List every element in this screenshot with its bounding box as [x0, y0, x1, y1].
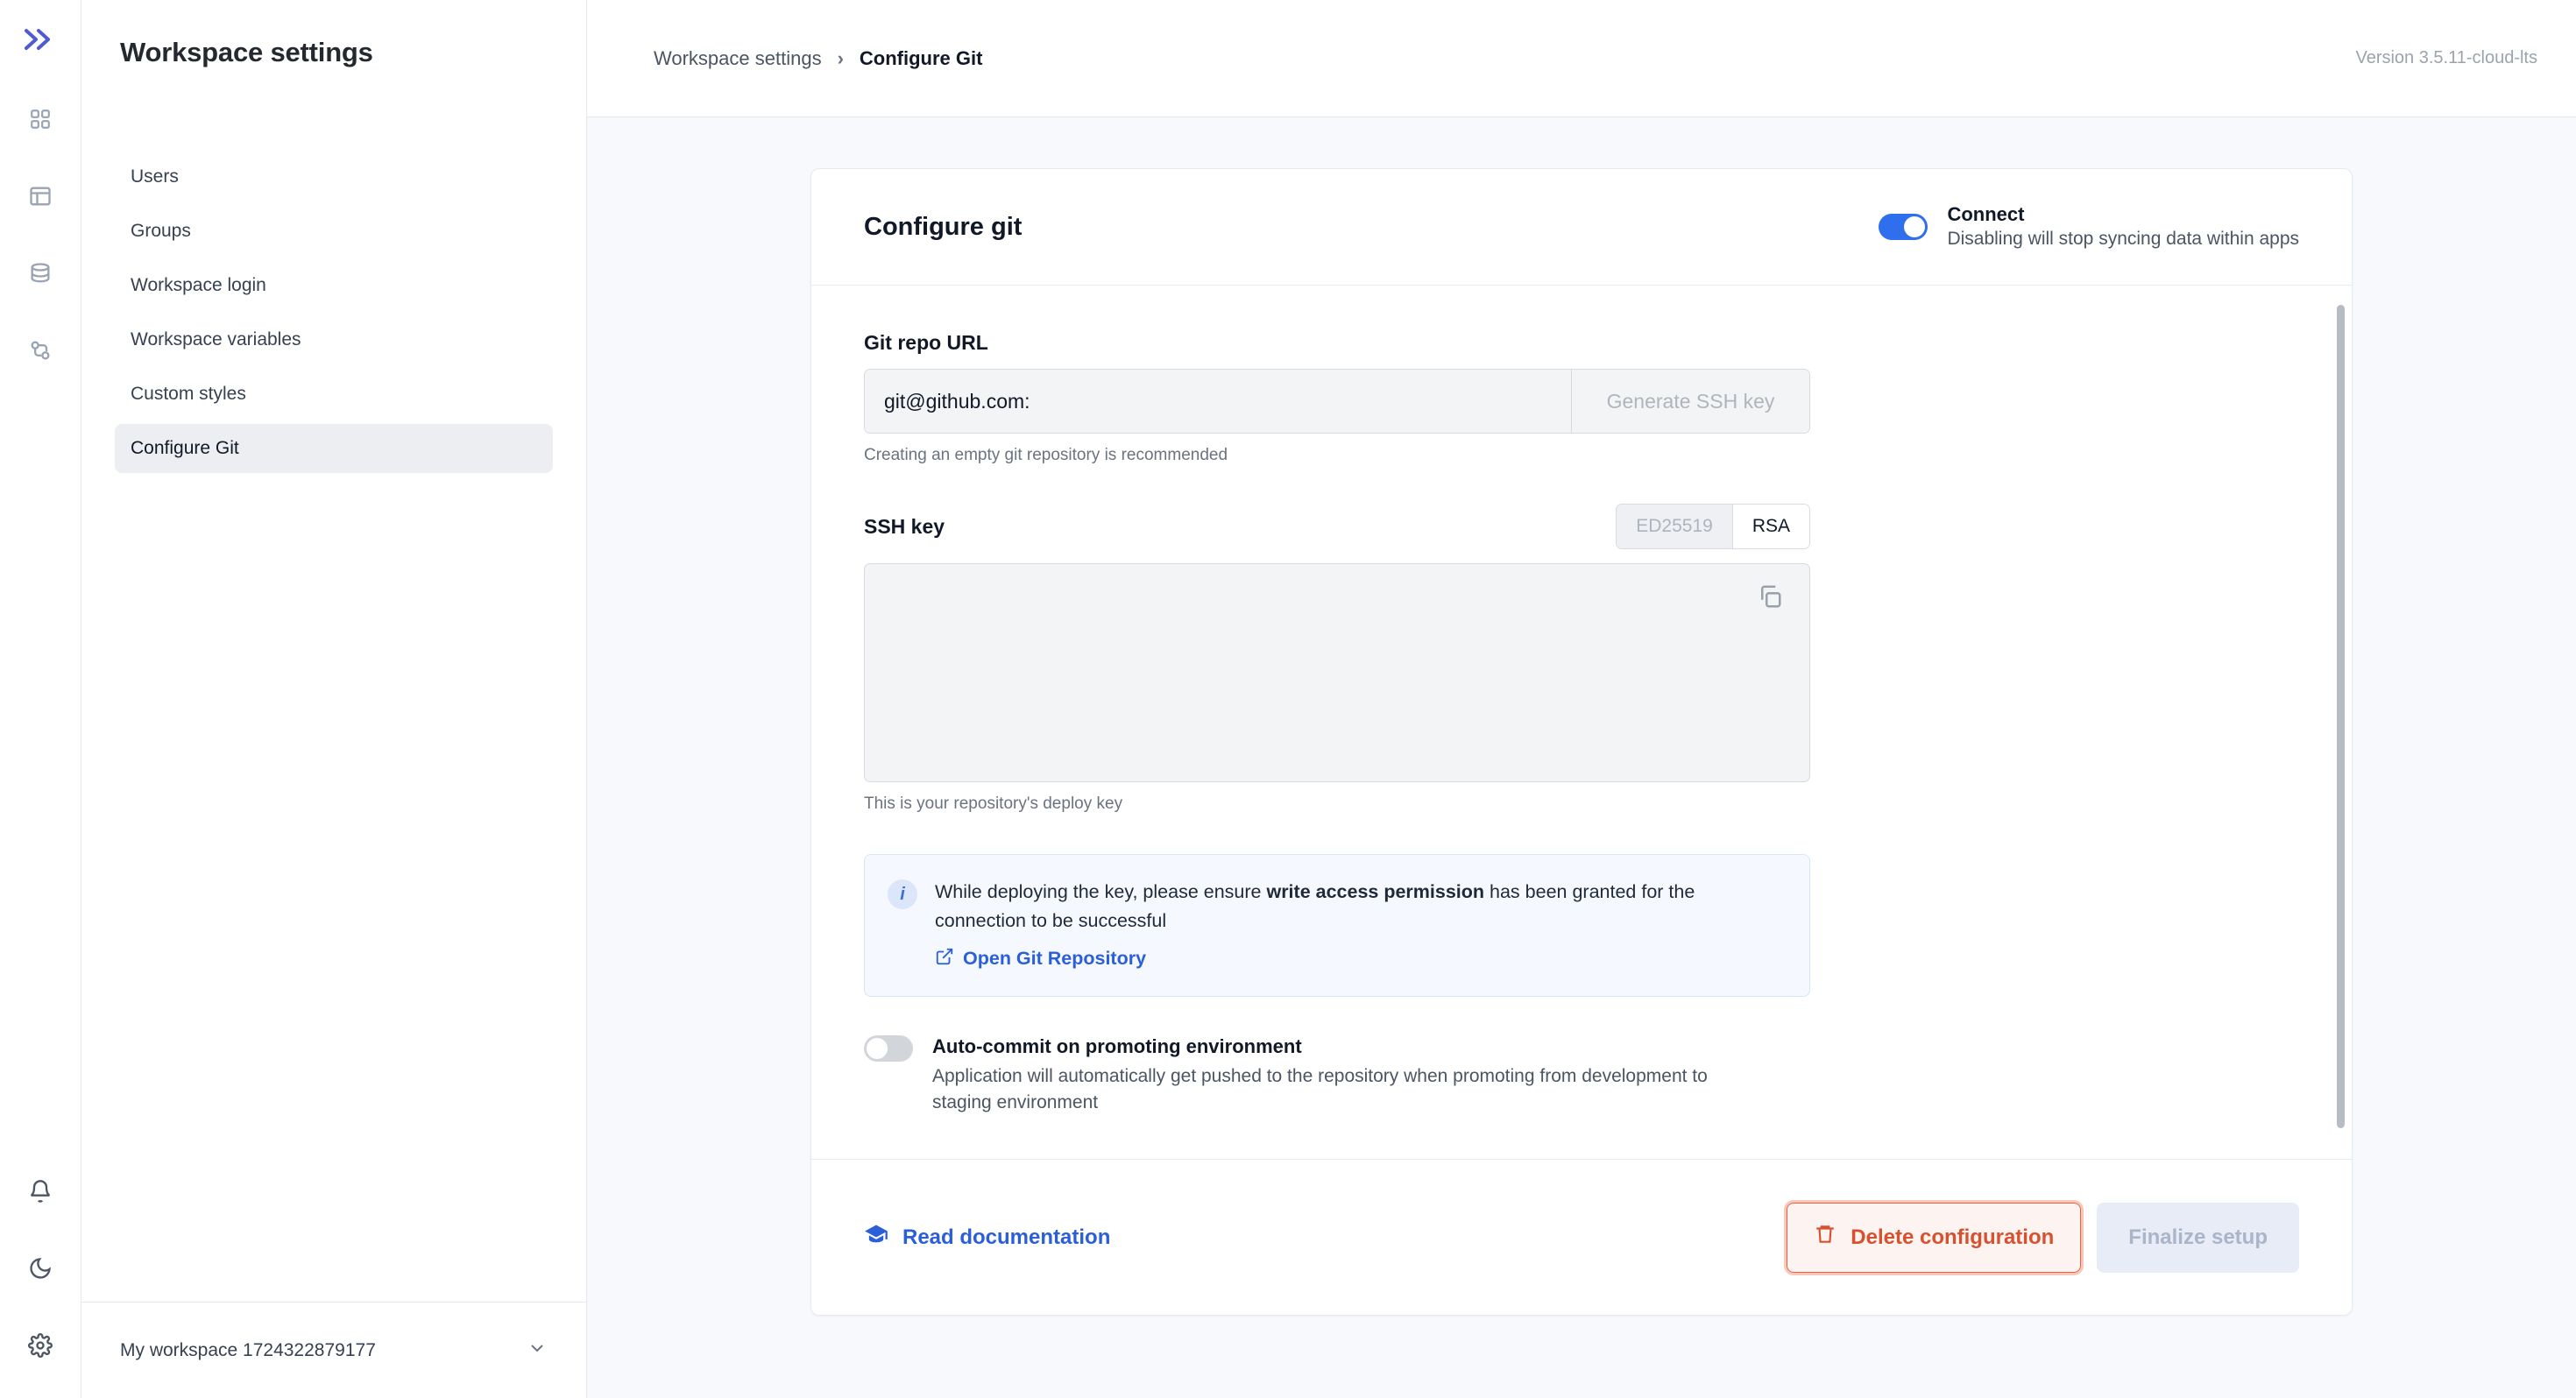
- graduation-cap-icon: [864, 1222, 888, 1253]
- info-icon: i: [888, 879, 917, 909]
- auto-commit-setting: [864, 1035, 1810, 1117]
- sidebar-item-groups[interactable]: [115, 207, 553, 256]
- ssh-key-textarea[interactable]: [864, 563, 1810, 782]
- open-git-repository-label: Open Git Repository: [963, 948, 1147, 970]
- copy-icon[interactable]: [1757, 583, 1783, 614]
- chevrons-right-logo[interactable]: [20, 19, 60, 60]
- sidebar-item-label: Users: [131, 166, 179, 187]
- layout-database-icon[interactable]: [23, 179, 58, 214]
- external-link-icon: [935, 947, 954, 971]
- icon-rail: [0, 0, 81, 1398]
- card-title: Configure git: [864, 212, 1023, 241]
- auto-commit-title: Auto-commit on promoting environment: [932, 1034, 1302, 1057]
- vertical-scrollbar[interactable]: [2337, 305, 2345, 1128]
- delete-configuration-button[interactable]: [1787, 1203, 2081, 1273]
- auto-commit-description: Application will automatically get pushed to the repository when promoting from development to staging environment: [932, 1065, 1708, 1113]
- connect-text: [1947, 202, 2299, 251]
- connect-label: Connect: [1947, 203, 2025, 226]
- card-body: [811, 286, 2352, 1159]
- version-label: Version 3.5.11-cloud-lts: [2355, 48, 2537, 67]
- card-footer: [811, 1159, 2352, 1315]
- note-text-after: has been granted for the connection to be successful: [935, 881, 1695, 932]
- sidebar-item-custom-styles[interactable]: [115, 370, 553, 419]
- generate-ssh-key-button[interactable]: Generate SSH key: [1571, 370, 1809, 433]
- stack-datasource-icon[interactable]: [23, 256, 58, 291]
- sidebar-item-workspace-variables[interactable]: [115, 315, 553, 364]
- sidebar-item-label: Configure Git: [131, 438, 239, 458]
- workspace-switcher[interactable]: [81, 1302, 586, 1398]
- ssh-key-header: [864, 504, 1810, 549]
- page-title: Workspace settings: [120, 37, 373, 67]
- git-repo-row: [864, 369, 1810, 434]
- note-text: [935, 878, 1783, 936]
- breadcrumb-bar: [587, 0, 2576, 117]
- breadcrumb-current: Configure Git: [859, 46, 983, 69]
- sidebar-item-label: Groups: [131, 221, 191, 241]
- main-area: [587, 0, 2576, 1398]
- ssh-key-hint: This is your repository's deploy key: [864, 794, 1123, 813]
- connect-control: [1879, 202, 2299, 251]
- note-text-before: While deploying the key, please ensure: [935, 881, 1267, 902]
- sidebar-item-label: Custom styles: [131, 384, 246, 404]
- delete-configuration-label: Delete configuration: [1851, 1225, 2055, 1249]
- read-documentation-label: Read documentation: [902, 1225, 1111, 1249]
- ssh-key-type-switch: [1616, 504, 1810, 549]
- git-repo-input[interactable]: [865, 370, 1571, 433]
- settings-nav: [81, 152, 586, 473]
- finalize-setup-button[interactable]: Finalize setup: [2097, 1203, 2299, 1273]
- git-repo-label: Git repo URL: [864, 331, 988, 354]
- configure-git-card: [810, 168, 2353, 1316]
- sidebar-item-label: Workspace login: [131, 275, 266, 295]
- git-repo-hint: Creating an empty git repository is recommended: [864, 446, 1228, 464]
- auto-commit-toggle[interactable]: [864, 1035, 913, 1062]
- write-access-note: [864, 854, 1810, 997]
- breadcrumb-separator: ›: [837, 46, 844, 69]
- connect-description: Disabling will stop syncing data within apps: [1947, 228, 2299, 249]
- ssh-key-option-rsa[interactable]: RSA: [1732, 505, 1809, 548]
- connect-toggle[interactable]: [1879, 214, 1928, 240]
- sidebar-item-users[interactable]: [115, 152, 553, 201]
- ssh-key-label: SSH key: [864, 514, 945, 538]
- breadcrumb-root[interactable]: Workspace settings: [654, 46, 822, 69]
- rail-icon-list: [23, 102, 58, 368]
- read-documentation-link[interactable]: [864, 1222, 1110, 1253]
- footer-actions: [1787, 1203, 2299, 1273]
- grid-apps-icon[interactable]: [23, 102, 58, 137]
- sidebar-item-label: Workspace variables: [131, 329, 301, 350]
- trash-icon: [1814, 1223, 1836, 1252]
- card-header: [811, 169, 2352, 286]
- workspace-name: My workspace 1724322879177: [120, 1339, 376, 1360]
- gear-settings-icon[interactable]: [23, 1328, 58, 1363]
- bell-notification-icon[interactable]: [23, 1174, 58, 1209]
- ssh-key-option-ed25519[interactable]: ED25519: [1617, 505, 1732, 548]
- rail-bottom-icons: [0, 1174, 81, 1363]
- sidebar-item-workspace-login[interactable]: [115, 261, 553, 310]
- settings-sidebar: [81, 0, 587, 1398]
- workflows-icon[interactable]: [23, 333, 58, 368]
- moon-theme-icon[interactable]: [23, 1251, 58, 1286]
- open-git-repository-link[interactable]: [935, 947, 1783, 971]
- sidebar-item-configure-git[interactable]: [115, 424, 553, 473]
- chevron-down-icon: [527, 1338, 548, 1363]
- note-text-bold: write access permission: [1266, 881, 1485, 902]
- content-region: [587, 117, 2576, 1398]
